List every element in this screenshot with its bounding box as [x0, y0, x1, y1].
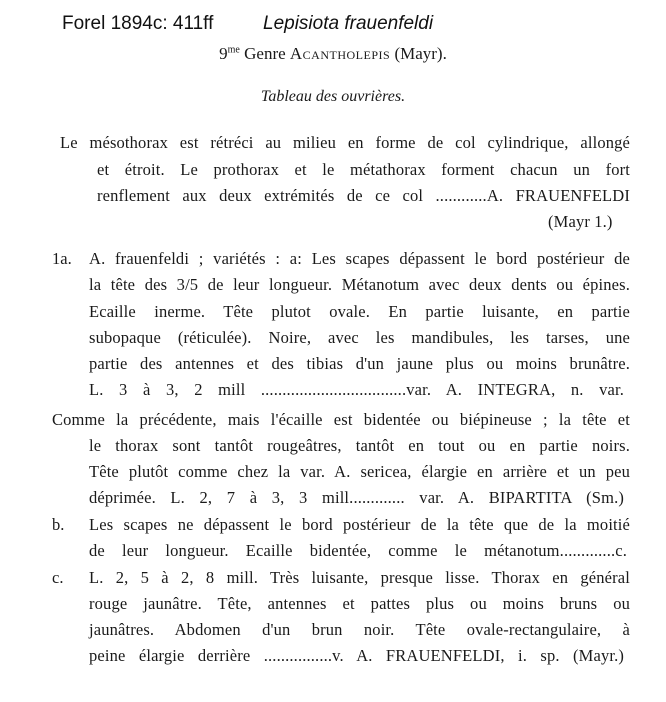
item-1a-line-3: Ecaille inerme. Tête plutot ovale. En partie luisante, en partie — [89, 302, 630, 321]
genus-prefix: Genre — [239, 44, 290, 63]
item-c-line-3: jaunâtres. Abdomen d'un brun noir. Tête ovale-rectangulaire, à — [89, 620, 630, 639]
item-b0-line-1: Comme la précédente, mais l'écaille est bidentée ou biépineuse ; la tête et — [52, 410, 630, 429]
item-number-b: b. — [52, 515, 65, 534]
genus-author: (Mayr). — [390, 44, 447, 63]
species-header: Lepisiota frauenfeldi — [263, 13, 434, 34]
item-1a-line-5: partie des antennes et des tibias d'un jaune plus ou moins brunâtre. — [89, 354, 630, 373]
item-1a-line-6: L. 3 à 3, 2 mill ..................................var. A. INTEGRA, n. var. — [89, 380, 624, 399]
item-b0-line-2: le thorax sont tantôt rougeâtres, tantôt en tout ou en partie noirs. — [89, 436, 630, 455]
genus-ordinal: 9 — [219, 44, 228, 63]
item-c-line-1: L. 2, 5 à 2, 8 mill. Très luisante, presque lisse. Thorax en général — [89, 568, 630, 587]
item-number-c: c. — [52, 568, 64, 587]
intro-line-4: (Mayr 1.) — [548, 212, 613, 231]
intro-line-1: Le mésothorax est rétréci au milieu en forme de col cylindrique, allongé — [60, 133, 630, 152]
table-title: Tableau des ouvrières. — [260, 88, 406, 105]
reference-header: Forel 1894c: 411ff — [62, 13, 214, 34]
genus-heading — [0, 44, 666, 64]
intro-line-2: et étroit. Le prothorax et le métathorax forment chacun un fort — [97, 160, 630, 179]
item-1a-line-4: subopaque (réticulée). Noire, avec les mandibules, les tarses, une — [89, 328, 630, 347]
item-c-line-4: peine élargie derrière ................v. A. FRAUENFELDI, i. sp. (Mayr.) — [89, 646, 624, 665]
item-b0-line-3: Tête plutôt comme chez la var. A. sericea, élargie en arrière et un peu — [89, 462, 630, 481]
intro-line-3: renflement aux deux extrémités de ce col ............A. FRAUENFELDI — [97, 186, 630, 205]
item-c-line-2: rouge jaunâtre. Tête, antennes et pattes plus ou moins bruns ou — [89, 594, 630, 613]
item-1a-line-2: la tête des 3/5 de leur longueur. Métanotum avec deux dents ou épines. — [89, 275, 630, 294]
item-1a-line-1: A. frauenfeldi ; variétés : a: Les scapes dépassent le bord postérieur de — [89, 249, 630, 268]
genus-ordinal-suffix: me — [227, 44, 240, 56]
item-b-line-1: Les scapes ne dépassent le bord postérieur de la tête que de la moitié — [89, 515, 630, 534]
item-b0-line-4: déprimée. L. 2, 7 à 3, 3 mill............. var. A. BIPARTITA (Sm.) — [89, 488, 624, 507]
genus-name: Acantholepis — [289, 44, 391, 63]
item-number-1a: 1a. — [52, 249, 72, 268]
item-b-line-2: de leur longueur. Ecaille bidentée, comme le métanotum.............c. — [89, 541, 627, 560]
